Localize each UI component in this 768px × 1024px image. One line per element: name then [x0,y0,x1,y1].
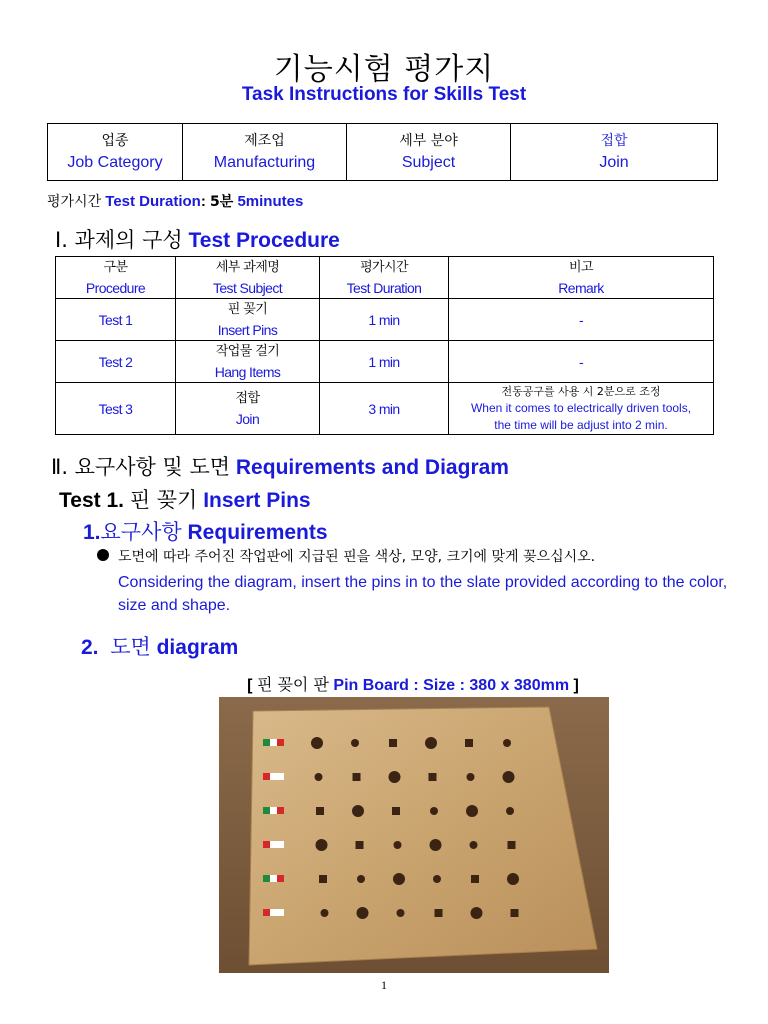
caption-en: Pin Board : Size : 380 x 380mm [333,677,570,694]
board-hole [356,841,364,849]
board-hole [430,807,438,815]
bullet-icon [97,549,109,561]
board-hole [392,807,400,815]
board-hole [316,839,328,851]
board-hole [352,805,364,817]
job-category-ko: 업종 [101,133,129,149]
test-procedure-table [55,256,714,435]
board-hole [503,771,515,783]
duration-label-en: Test Duration [105,193,201,210]
color-tag [277,739,284,746]
color-tag [277,875,284,882]
remark-cell: - [449,341,714,383]
table-row [56,341,714,383]
color-tag [270,773,277,780]
diagram-number: 2. [81,636,99,659]
board-hole [508,841,516,849]
test-name-cell: Test 1 [56,299,176,341]
board-hole [511,909,519,917]
remark-ko: 전동공구를 사용 시 2분으로 조정 [501,385,661,398]
header-en: Test Duration [346,279,422,296]
board-hole [503,739,511,747]
subject-en: Insert Pins [217,321,278,338]
color-tag [270,807,277,814]
subject-cell [176,341,320,383]
section-1-number: Ⅰ. 과제의 구성 [55,228,183,252]
color-tag [263,807,270,814]
color-tag [277,773,284,780]
board-hole [465,739,473,747]
test-duration-line: 평가시간 Test Duration: 5분 5minutes [47,193,304,210]
test1-title-en: Insert Pins [203,489,311,512]
test1-prefix: Test 1. [59,489,124,512]
subject-ko: 핀 꽂기 [227,301,268,317]
board-hole [389,771,401,783]
board-hole [507,873,519,885]
board-hole [430,839,442,851]
remark-cell: - [449,299,714,341]
subject-ko: 세부 분야 [399,133,458,149]
duration-cell: 3 min [320,383,449,435]
board-hole [353,773,361,781]
remark-en-line1: When it comes to electrically driven tools, [470,401,692,415]
header-cell [56,257,176,299]
manufacturing-cell [183,124,347,181]
board-hole [433,875,441,883]
test1-heading [59,484,311,514]
header-en: Remark [558,279,604,296]
color-tag [270,875,277,882]
header-en: Test Subject [212,279,283,296]
caption-ko: 핀 꽂이 판 [256,675,329,694]
diagram-title-en: diagram [156,636,239,659]
wood-board [249,707,597,965]
board-hole [389,739,397,747]
board-hole [321,909,329,917]
join-en: Join [599,154,629,171]
duration-cell: 1 min [320,341,449,383]
board-hole [470,841,478,849]
section-1-heading [55,224,340,254]
duration-label-ko: 평가시간 [47,194,102,210]
header-ko: 평가시간 [360,259,408,275]
color-tag [270,739,277,746]
board-hole [429,773,437,781]
board-hole [466,805,478,817]
join-cell [511,124,718,181]
color-tag [263,909,270,916]
test1-title-ko: 핀 꽂기 [129,488,198,512]
duration-value: 5분 [210,194,234,210]
duration-value-en: 5minutes [237,193,304,210]
caption-bracket-close: ] [573,677,579,694]
header-ko: 비고 [569,259,593,275]
color-tag [277,807,284,814]
section-1-title: Test Procedure [188,229,340,252]
caption-bracket-open: [ [247,677,253,694]
header-cell [320,257,449,299]
remark-cell [449,383,714,435]
job-category-table [47,123,718,181]
header-cell [449,257,714,299]
board-hole [397,909,405,917]
section-2-number: Ⅱ. 요구사항 및 도면 [51,455,231,479]
join-ko: 접합 [600,133,628,149]
subject-ko: 작업물 걸기 [215,343,280,359]
page-title-english: Task Instructions for Skills Test [241,84,527,105]
subject-ko: 접합 [235,390,260,406]
section-2-heading [51,451,509,481]
board-hole [357,907,369,919]
requirement-text-ko: 도면에 따라 주어진 작업판에 지급된 핀을 색상, 모양, 크기에 맞게 꽂으십시오. [118,549,596,565]
board-hole [467,773,475,781]
page-title-korean: 기능시험 평가지 [273,52,495,87]
board-hole [425,737,437,749]
table-header-row [56,257,714,299]
subject-en: Subject [401,154,456,171]
board-hole [471,907,483,919]
board-hole [315,773,323,781]
requirements-number: 1. [83,521,101,544]
color-tag [270,909,277,916]
job-category-en: Job Category [67,154,163,171]
pin-board-photo [219,697,609,973]
manufacturing-en: Manufacturing [213,154,316,171]
section-2-title: Requirements and Diagram [235,456,509,479]
table-row [56,299,714,341]
board-caption [0,672,768,695]
color-tag [270,841,277,848]
color-tag [263,773,270,780]
subject-cell [347,124,511,181]
subject-cell [176,383,320,435]
remark-en-line2: the time will be adjust into 2 min. [494,418,668,432]
board-hole [316,807,324,815]
subject-en: Hang Items [214,363,281,380]
requirements-heading [83,516,328,546]
board-hole [506,807,514,815]
color-tag [263,739,270,746]
board-hole [393,873,405,885]
diagram-heading [81,631,238,661]
color-tag [277,841,284,848]
duration-cell: 1 min [320,299,449,341]
color-tag [263,875,270,882]
board-hole [311,737,323,749]
header-en: Procedure [85,279,146,296]
board-hole [351,739,359,747]
board-hole [357,875,365,883]
table-row [56,383,714,435]
job-category-cell [48,124,183,181]
requirement-text-en: Considering the diagram, insert the pins in to the slate provided according to the color, size and shape. [118,574,728,614]
header-ko: 세부 과제명 [215,259,280,275]
test-name-cell: Test 3 [56,383,176,435]
manufacturing-ko: 제조업 [244,133,285,149]
color-tag [263,841,270,848]
requirements-title-en: Requirements [187,521,328,544]
header-ko: 구분 [103,259,128,275]
header-cell [176,257,320,299]
subject-en: Join [235,410,260,427]
requirements-title-ko: 요구사항 [100,520,182,544]
board-hole [471,875,479,883]
board-hole [319,875,327,883]
diagram-title-ko: 도면 [110,635,151,659]
board-hole [435,909,443,917]
board-hole [394,841,402,849]
test-name-cell: Test 2 [56,341,176,383]
page-number: 1 [381,978,387,992]
color-tag [277,909,284,916]
subject-cell [176,299,320,341]
